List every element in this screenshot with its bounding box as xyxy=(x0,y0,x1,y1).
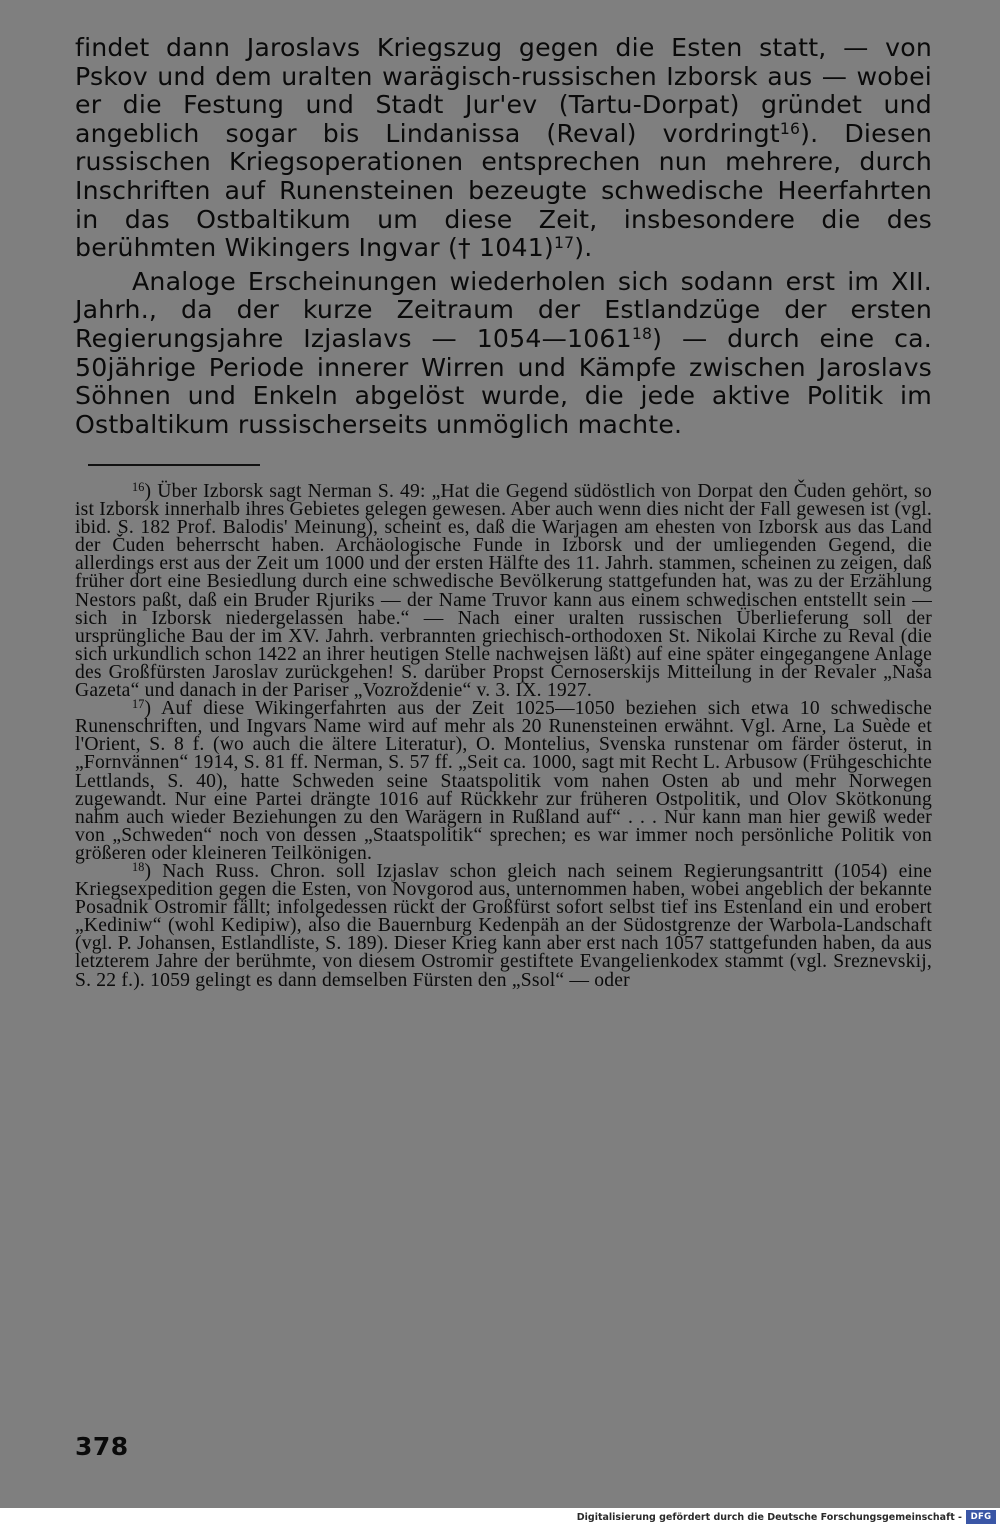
footnote-ref-17: 17 xyxy=(553,234,575,253)
paragraph-1-text-a: findet dann Jaroslavs Kriegszug gegen die Esten statt, — von Pskov und dem uralten warägisch-russischen Izborsk aus — wobei er die Festung und Stadt Jur'ev (Tartu-Dorpat) gründet und angeblich sogar bis Lindanissa (Reval) vordringt xyxy=(75,33,932,148)
funding-note: Digitalisierung gefördert durch die Deutsche Forschungsgemeinschaft - xyxy=(576,1512,962,1523)
paragraph-1-text-c: ). xyxy=(574,233,593,263)
paragraph-2-text-b: ) — durch eine ca. 50jährige Periode innerer Wirren und Kämpfe zwischen Jaroslavs Söhnen und Enkeln abgelöst wurde, die jede aktive Politik im Ostbaltikum russischerseits unmöglich machte. xyxy=(75,323,932,439)
footnote-16-text: ) Über Izborsk sagt Nerman S. 49: „Hat die Gegend südöstlich von Dorpat den Čuden gehört, so ist Izborsk innerhalb ihres Gebietes gelegen gewesen. Aber auch wenn dies nicht der Fall gewesen ist (vgl. ibid. S. 182 Prof. Balodis' Meinung), scheint es, daß die Warjagen am ehesten von Izborsk aus das Land der Čuden beherrscht haben. Archäologische Funde in Izborsk und der umliegenden Gegend, die allerdings erst aus der Zeit um 1000 und der ersten Hälfte des 11. Jahrh. stammen, scheinen zu zeigen, daß früher dort eine Besiedlung durch eine schwedische Bevölkerung stattgefunden hat, was zu der Erzählung Nestors paßt, daß ein Bruder Rjuriks — der Name Truvor kann aus einem schwedischen entstellt sein — sich in Izborsk niedergelassen habe.“ — Nach einer uralten russischen Überlieferung soll der ursprüngliche Bau der im XV. Jahrh. verbrannten griechisch-orthodoxen St. Nikolai Kirche zu Reval (die sich urkundlich schon 1422 an ihrer heutigen Stelle nachweisen läßt) auf eine später eingegangene Anlage des Großfürsten Jaroslav zurückgehen! S. darüber Propst Černoserskijs Mitteilung in der Revaler „Naša Gazeta“ und danach in der Pariser „Vozroždenie“ v. 3. IX. 1927. xyxy=(75,481,932,702)
page-number: 378 xyxy=(75,1432,129,1461)
footnote-17 xyxy=(75,697,932,864)
paragraph-2-text-a: Analoge Erscheinungen wiederholen sich sodann erst im XII. Jahrh., da der kurze Zeitraum der Estlandzüge der ersten Regierungsjahre Izjaslavs — 1054—1061 xyxy=(75,266,932,353)
footnote-18-text: ) Nach Russ. Chron. soll Izjaslav schon gleich nach seinem Regierungsantritt (1054) eine Kriegsexpedition gegen die Esten, von Novgorod aus, unternommen haben, wobei angeblich der bekannte Posadnik Ostromir fällt; infolgedessen rückt der Großfürst sofort selbst tief ins Estenland ein und erobert „Kediniw“ (wohl Kedipiw), also die Bauernburg Kedenpäh an der Südostgrenze der Warbola-Landschaft (vgl. P. Johansen, Estlandliste, S. 189). Dieser Krieg kann aber erst nach 1057 stattgefunden haben, da aus letzterem Jahre der berühmte, von diesem Ostromir gestiftete Evangelienkodex stammt (vgl. Sreznevskij, S. 22 f.). 1059 gelingt es dann demselben Fürsten den „Ssol“ — oder xyxy=(75,860,932,991)
footnote-16 xyxy=(75,479,932,702)
paragraph-1-text-b: ). Diesen russischen Kriegsoperationen entsprechen nun mehrere, durch Inschriften auf Runensteinen bezeugte schwedische Heerfahrten in das Ostbaltikum um diese Zeit, insbesondere die des berühmten Wikingers Ingvar († 1041) xyxy=(75,118,932,263)
footnotes-section xyxy=(75,479,932,991)
dfg-logo: DFG xyxy=(966,1510,996,1524)
main-text-body xyxy=(75,34,932,439)
footnote-ref-16: 16 xyxy=(779,119,801,138)
footnote-17-text: ) Auf diese Wikingerfahrten aus der Zeit 1025—1050 beziehen sich etwa 10 schwedische Runenschriften, und Ingvars Name wird auf mehr als 20 Runensteinen erwähnt. Vgl. Arne, La Suède et l'Orient, S. 8 f. (wo auch die ältere Literatur), O. Montelius, Svenska runstenar om färder österut, in „Fornvännen“ 1914, S. 81 ff. Nerman, S. 57 ff. „Seit ca. 1000, sagt mit Recht L. Arbusow (Frühgeschichte Lettlands, S. 40), hatte Schweden seine Staatspolitik vom nahen Osten ab und mehr Norwegen zugewandt. Nur eine Partei drängte 1016 auf Rückkehr zur früheren Ostpolitik, und Olov Skötkonung nahm auch wieder Beziehungen zu den Warägern in Rußland auf“ . . . Nur kann man hier gewiß weder von „Schweden“ noch von dessen „Staatspolitik“ sprechen; es war immer noch persönliche Politik von größeren oder kleineren Teilkönigen. xyxy=(75,698,932,864)
footnote-16-marker: 16 xyxy=(132,479,145,494)
footnote-ref-18: 18 xyxy=(631,325,653,344)
footnote-17-marker: 17 xyxy=(132,697,145,712)
footnote-18 xyxy=(75,859,932,991)
footnote-18-marker: 18 xyxy=(132,859,145,874)
main-paragraph-2 xyxy=(75,268,932,440)
footnote-separator xyxy=(88,464,260,466)
main-paragraph-1 xyxy=(75,34,932,263)
